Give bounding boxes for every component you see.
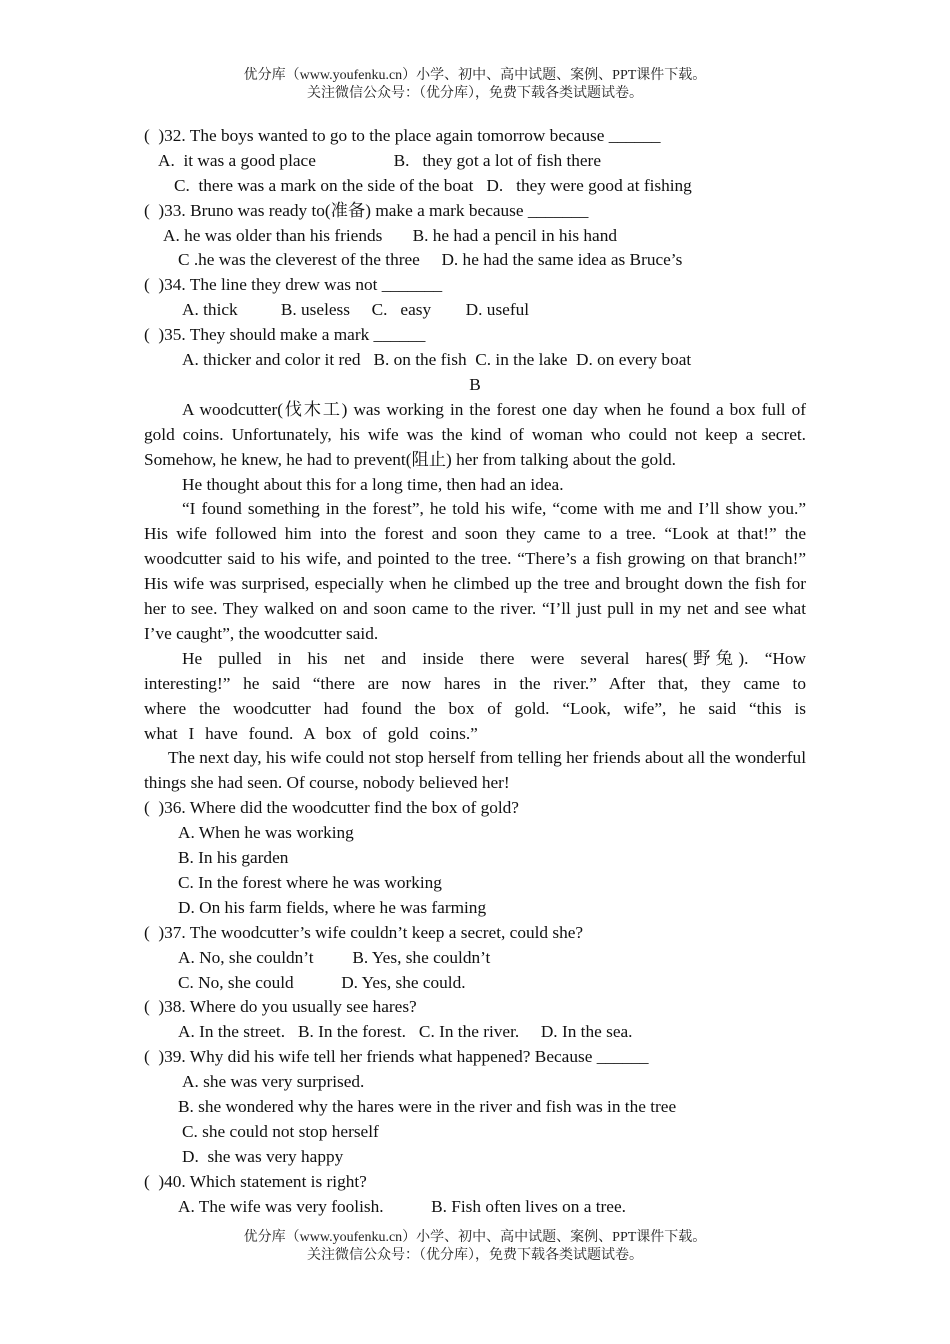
question-37-options-ab: A. No, she couldn’t B. Yes, she couldn’t	[178, 947, 491, 967]
section-b-heading: B	[469, 374, 481, 394]
question-34-options: A. thick B. useless C. easy D. useful	[182, 300, 530, 320]
header-line-1: 优分库（www.youfenku.cn）小学、初中、高中试题、案例、PPT课件下载。	[243, 68, 707, 83]
question-32-options-cd: C. there was a mark on the side of the boat D. they were good at fishing	[174, 175, 692, 195]
passage-paragraph-3: “I found something in the forest”, he told his wife, “come with me and I’ll show you.” His wife followed him into the forest and soon they came to a tree. “Look at that!” the woodcutter said to his wife, and pointed to the tree. “There’s a fish growing on that branch!” His wife was surprised, especially when he climbed up the tree and brought down the fish for her to see. They walked on and soon came to the river. “I’ll just pull in my net and see what I’ve caught”, the woodcutter said.	[144, 499, 806, 643]
page-header	[0, 67, 950, 103]
passage-paragraph-5: The next day, his wife could not stop herself from telling her friends about all the wonderful things she had seen. Of course, nobody believed her!	[144, 748, 806, 793]
question-39-option-b: B. she wondered why the hares were in the river and fish was in the tree	[178, 1096, 677, 1116]
question-33-options-cd: C .he was the cleverest of the three D. he had the same idea as Bruce’s	[178, 250, 683, 270]
question-35-options: A. thicker and color it red B. on the fish C. in the lake D. on every boat	[182, 350, 692, 370]
passage-paragraph-4: He pulled in his net and inside there were several hares(野兔). “How interesting!” he said “there are now hares in the river.” After that, they came to where the woodcutter had found the box of gold. “Look, wife”, he said “this is what I have found. A box of gold coins.”	[144, 648, 806, 743]
question-36-option-a: A. When he was working	[178, 823, 354, 843]
question-39-option-a: A. she was very surprised.	[182, 1072, 365, 1092]
footer-line-2: 关注微信公众号：（优分库），免费下载各类试题试卷。	[307, 1248, 643, 1263]
question-32-options-ab: A. it was a good place B. they got a lot of fish there	[158, 150, 601, 170]
question-38: ( )38. Where do you usually see hares?	[144, 997, 417, 1017]
question-32: ( )32. The boys wanted to go to the place again tomorrow because ______	[144, 126, 661, 145]
question-36: ( )36. Where did the woodcutter find the box of gold?	[144, 798, 519, 818]
question-38-options: A. In the street. B. In the forest. C. In the river. D. In the sea.	[178, 1022, 633, 1042]
question-40: ( )40. Which statement is right?	[144, 1171, 367, 1191]
passage-paragraph-2: He thought about this for a long time, then had an idea.	[182, 474, 564, 494]
passage-paragraph-1: A woodcutter(伐木工) was working in the forest one day when he found a box full of gold coins. Unfortunately, his wife was the kind of woman who could not keep a secret. Somehow, he knew, he had to prevent(阻止) her from talking about the gold.	[144, 399, 806, 469]
question-33: ( )33. Bruno was ready to(准备) make a mark because _______	[144, 200, 589, 220]
question-37-options-cd: C. No, she could D. Yes, she could.	[178, 972, 466, 992]
question-34: ( )34. The line they drew was not _______	[144, 275, 443, 295]
question-36-option-b: B. In his garden	[178, 848, 289, 868]
exam-content	[144, 124, 806, 1219]
footer-line-1: 优分库（www.youfenku.cn）小学、初中、高中试题、案例、PPT课件下载。	[243, 1230, 707, 1245]
page-footer	[0, 1229, 950, 1265]
question-37: ( )37. The woodcutter’s wife couldn’t keep a secret, could she?	[144, 922, 584, 942]
question-36-option-d: D. On his farm fields, where he was farming	[178, 897, 487, 917]
question-33-options-ab: A. he was older than his friends B. he had a pencil in his hand	[163, 225, 618, 245]
question-39-option-d: D. she was very happy	[182, 1146, 344, 1166]
header-line-2: 关注微信公众号：（优分库），免费下载各类试题试卷。	[307, 86, 643, 101]
question-35: ( )35. They should make a mark ______	[144, 325, 426, 345]
question-39-option-c: C. she could not stop herself	[182, 1121, 379, 1141]
question-40-options-ab: A. The wife was very foolish. B. Fish often lives on a tree.	[178, 1196, 626, 1216]
question-36-option-c: C. In the forest where he was working	[178, 872, 442, 892]
question-39: ( )39. Why did his wife tell her friends what happened? Because ______	[144, 1047, 649, 1067]
